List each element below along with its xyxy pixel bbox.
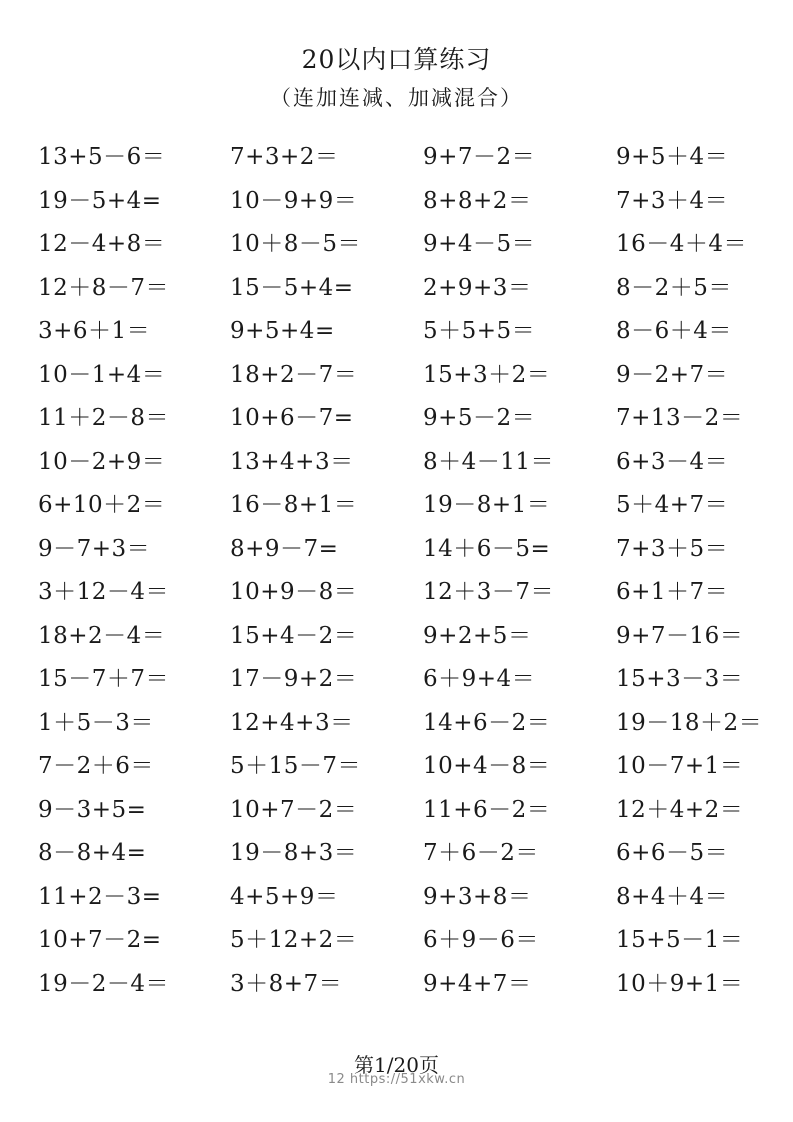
problem-item: 10－1+4＝ xyxy=(38,361,166,388)
problem-item: 6+10＋2＝ xyxy=(38,492,166,518)
problem-item: 9+2+5＝ xyxy=(423,622,532,649)
problem-item: 16－8+1＝ xyxy=(230,492,358,518)
problem-item: 12＋3－7＝ xyxy=(423,579,555,605)
problem-item: 7－2＋6＝ xyxy=(38,753,154,779)
problem-item: 7+3＋5＝ xyxy=(616,535,729,562)
page-subtitle: （连加连减、加减混合） xyxy=(270,86,523,110)
problem-item: 19－5+4= xyxy=(38,187,162,214)
problem-item: 12－4+8＝ xyxy=(38,231,166,257)
problem-item: 7+3＋4＝ xyxy=(616,187,729,214)
problem-item: 9+3+8＝ xyxy=(423,883,532,910)
problem-item: 16－4＋4＝ xyxy=(616,231,748,257)
problem-item: 19－8+3＝ xyxy=(230,840,358,866)
problem-item: 6+6－5＝ xyxy=(616,840,729,866)
problem-item: 12＋4+2＝ xyxy=(616,796,744,823)
problem-item: 8+9－7= xyxy=(230,535,339,562)
problem-item: 2+9+3＝ xyxy=(423,274,532,301)
problem-item: 3+6＋1＝ xyxy=(38,318,151,344)
problem-item: 9－2+7＝ xyxy=(616,361,729,388)
problem-item: 10+7－2＝ xyxy=(230,796,358,823)
problem-item: 5＋15－7＝ xyxy=(230,753,362,779)
problem-item: 15+4－2＝ xyxy=(230,622,358,649)
problem-item: 10+6－7= xyxy=(230,405,354,431)
problem-item: 15+3＋2＝ xyxy=(423,361,551,388)
problem-item: 4+5+9＝ xyxy=(230,883,339,910)
problem-grid xyxy=(38,142,778,1012)
problem-item: 10－7+1＝ xyxy=(616,753,744,779)
problem-item: 14+6－2＝ xyxy=(423,709,551,736)
problem-item: 9+5－2＝ xyxy=(423,405,536,431)
problem-item: 3＋8+7＝ xyxy=(230,970,343,997)
problem-item: 1＋5－3＝ xyxy=(38,709,154,736)
problem-item: 5＋5+5＝ xyxy=(423,318,536,344)
problem-item: 10+7－2= xyxy=(38,927,162,953)
problem-item: 10－2+9＝ xyxy=(38,448,166,475)
problem-item: 5＋4+7＝ xyxy=(616,492,729,518)
problem-item: 10＋9+1＝ xyxy=(616,970,744,997)
problem-item: 11＋2－8＝ xyxy=(38,405,170,431)
source-watermark: 12 https://51xkw.cn xyxy=(327,1072,466,1087)
problem-item: 18+2－4＝ xyxy=(38,622,166,649)
problem-item: 8＋4－11＝ xyxy=(423,448,555,475)
problem-item: 9+7－16＝ xyxy=(616,622,744,649)
problem-item: 15－7＋7＝ xyxy=(38,666,170,692)
problem-item: 10+9－8＝ xyxy=(230,579,358,605)
problem-item: 15+5－1＝ xyxy=(616,927,744,953)
problem-item: 11+6－2＝ xyxy=(423,796,551,823)
problem-item: 19－2－4＝ xyxy=(38,970,170,997)
problem-item: 6+3－4＝ xyxy=(616,448,729,475)
problem-item: 17－9+2＝ xyxy=(230,666,358,692)
problem-item: 10+4－8＝ xyxy=(423,753,551,779)
problem-item: 18+2－7＝ xyxy=(230,361,358,388)
page-title: 20以内口算练习 xyxy=(301,45,492,74)
problem-item: 12＋8－7＝ xyxy=(38,274,170,301)
problem-item: 15+3－3＝ xyxy=(616,666,744,692)
problem-item: 19－18＋2＝ xyxy=(616,709,763,736)
problem-item: 8－8+4= xyxy=(38,840,147,866)
problem-item: 9+4+7＝ xyxy=(423,970,532,997)
problem-item: 8+4＋4＝ xyxy=(616,883,729,910)
problem-item: 13+5－6＝ xyxy=(38,144,166,170)
problem-item: 13+4+3＝ xyxy=(230,448,354,475)
problem-item: 9+5＋4＝ xyxy=(616,144,729,170)
problem-item: 9+4－5＝ xyxy=(423,231,536,257)
problem-item: 6＋9－6＝ xyxy=(423,927,539,953)
problem-item: 6＋9+4＝ xyxy=(423,666,536,692)
problem-item: 12+4+3＝ xyxy=(230,709,354,736)
page-number: 第1/20页 xyxy=(354,1053,439,1077)
problem-item: 8－6＋4＝ xyxy=(616,318,732,344)
problem-item: 9－3+5= xyxy=(38,796,147,823)
problem-item: 7+13－2＝ xyxy=(616,405,744,431)
problem-item: 9+7－2＝ xyxy=(423,144,536,170)
problem-item: 19－8+1＝ xyxy=(423,492,551,518)
problem-item: 15－5+4= xyxy=(230,274,354,301)
problem-item: 5＋12+2＝ xyxy=(230,927,358,953)
problem-item: 3＋12－4＝ xyxy=(38,579,170,605)
problem-item: 10＋8－5＝ xyxy=(230,231,362,257)
problem-item: 10－9+9＝ xyxy=(230,187,358,214)
problem-item: 7＋6－2＝ xyxy=(423,840,539,866)
problem-item: 9－7+3＝ xyxy=(38,535,151,562)
problem-item: 14＋6－5= xyxy=(423,535,551,562)
problem-item: 8+8+2＝ xyxy=(423,187,532,214)
problem-item: 8－2＋5＝ xyxy=(616,274,732,301)
problem-item: 7+3+2＝ xyxy=(230,144,339,170)
problem-item: 6+1＋7＝ xyxy=(616,579,729,605)
problem-item: 9+5+4= xyxy=(230,318,335,344)
problem-item: 11+2－3= xyxy=(38,883,162,910)
